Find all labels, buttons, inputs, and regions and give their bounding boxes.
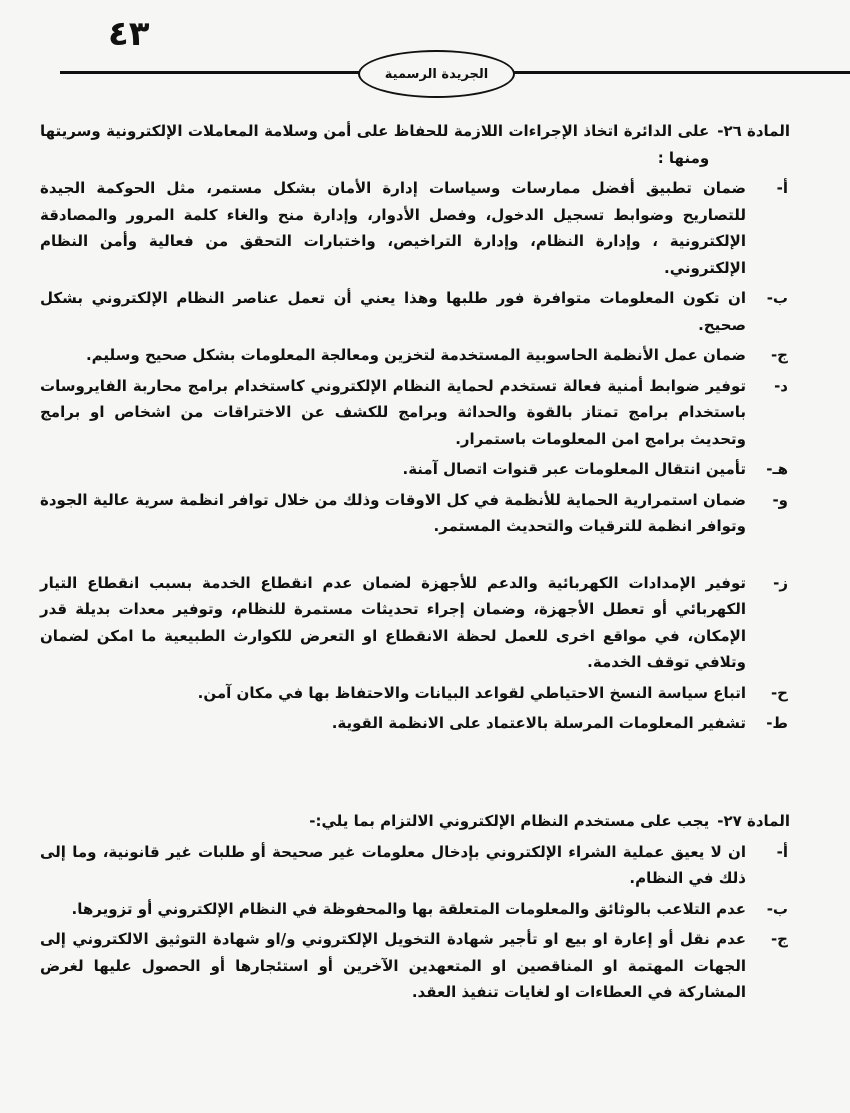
article-27-clause-a	[40, 839, 790, 892]
clause-letter: ط-	[766, 714, 788, 732]
clause-text: توفير الإمدادات الكهربائية والدعم للأجهزة لضمان عدم انقطاع الخدمة بسبب انقطاع التيار الكهربائي أو تعطل الأجهزة، وضمان إجراء تحديثات مستمرة للنظام، وتوفير معدات بديلة قدر الإمكان، في مواقع اخرى للعمل لحظة الانقطاع او التعرض للكوارث الطبيعية ما امكن لضمان وتلافي توقف الخدمة.	[40, 573, 746, 671]
clause-text: ان تكون المعلومات متوافرة فور طلبها وهذا يعني أن تعمل عناصر النظام الإلكتروني بشكل صحيح.	[40, 289, 746, 334]
clause-text: ضمان عمل الأنظمة الحاسوبية المستخدمة لتخزين ومعالجة المعلومات بشكل صحيح وسليم.	[85, 346, 746, 364]
clause-text: تأمين انتقال المعلومات عبر قنوات اتصال آمنة.	[402, 460, 746, 478]
article-26-clause-a	[40, 175, 790, 281]
gazette-header-oval	[358, 50, 515, 98]
article-26-clause-h	[40, 456, 790, 483]
article-26-clause-w	[40, 487, 790, 540]
article-26	[40, 118, 790, 737]
clause-letter: ج-	[770, 930, 788, 948]
article-26-head	[40, 118, 790, 171]
article-27-number: المادة ٢٧-	[717, 812, 790, 830]
clause-letter: د-	[774, 376, 788, 395]
clause-letter: ب-	[766, 899, 788, 918]
clause-text: ضمان تطبيق أفضل ممارسات وسياسات إدارة الأمان بشكل مستمر، مثل الحوكمة الجيدة للتصاريح وضوابط تسجيل الدخول، وفصل الأدوار، وإدارة منح والغاء كلمة المرور والمصادقة الإلكترونية ، وإدارة النظام، وإدارة التراخيص، واختبارات التحقق من فعالية وأمن النظام الإلكتروني.	[40, 179, 746, 277]
clause-letter: ب-	[766, 289, 788, 307]
gazette-title: الجريدة الرسمية	[384, 66, 489, 82]
article-27	[40, 808, 790, 1006]
article-26-clause-ta	[40, 710, 790, 737]
page-number: ٤٣	[108, 14, 150, 54]
article-26-clause-b	[40, 285, 790, 338]
article-26-clause-d	[40, 373, 790, 453]
clause-letter: هـ-	[766, 460, 788, 478]
clause-text: ضمان استمرارية الحماية للأنظمة في كل الاوقات وذلك من خلال توافر انظمة سرية عالية الجودة وتوافر انظمة للترقيات والتحديث المستمر.	[40, 490, 746, 535]
article-26-clause-j	[40, 342, 790, 369]
clause-letter: ز-	[773, 573, 788, 592]
clause-letter: أ-	[776, 179, 788, 197]
article-27-intro: يجب على مستخدم النظام الإلكتروني الالتزام بما يلي:-	[309, 812, 710, 830]
article-27-clause-b	[40, 896, 790, 923]
article-26-intro: على الدائرة اتخاذ الإجراءات اللازمة للحفاظ على أمن وسلامة المعاملات الإلكترونية وسريتها ومنها :	[40, 122, 710, 167]
clause-text: اتباع سياسة النسخ الاحتياطي لقواعد البيانات والاحتفاظ بها في مكان آمن.	[197, 683, 746, 702]
article-27-clause-j	[40, 926, 790, 1006]
clause-text: عدم نقل أو إعارة او بيع او تأجير شهادة التخويل الإلكتروني و/او شهادة التوثيق الالكتروني إلى الجهات المهتمة او المناقصين او المتعهدين الآخرين أو استئجارها أو الحصول عليها لغرض المشاركة في العطاءات او لغايات تنفيذ العقد.	[40, 930, 746, 1001]
clause-letter: ج-	[770, 346, 788, 364]
clause-text: توفير ضوابط أمنية فعالة تستخدم لحماية النظام الإلكتروني كاستخدام برامج محاربة الفايروسات باستخدام برامج تمتاز بالقوة والحداثة وبرامج للكشف عن الاختراقات من اشخاص او برامج وتحديث برامج امن المعلومات باستمرار.	[40, 376, 746, 448]
article-27-head	[40, 808, 790, 835]
clause-letter: ح-	[770, 683, 788, 702]
article-26-clause-ha	[40, 680, 790, 707]
article-26-number: المادة ٢٦-	[717, 122, 790, 140]
clause-text: تشفير المعلومات المرسلة بالاعتماد على الانظمة القوية.	[331, 714, 746, 732]
clause-text: عدم التلاعب بالوثائق والمعلومات المتعلقة بها والمحفوظة في النظام الإلكتروني أو تزويرها.	[71, 899, 746, 918]
clause-letter: أ-	[776, 842, 788, 861]
article-26-clause-z	[40, 570, 790, 676]
clause-text: ان لا يعيق عملية الشراء الإلكتروني بإدخال معلومات غير صحيحة أو طلبات غير قانونية، وما إلى ذلك في النظام.	[40, 842, 746, 887]
clause-letter: و-	[772, 490, 788, 509]
